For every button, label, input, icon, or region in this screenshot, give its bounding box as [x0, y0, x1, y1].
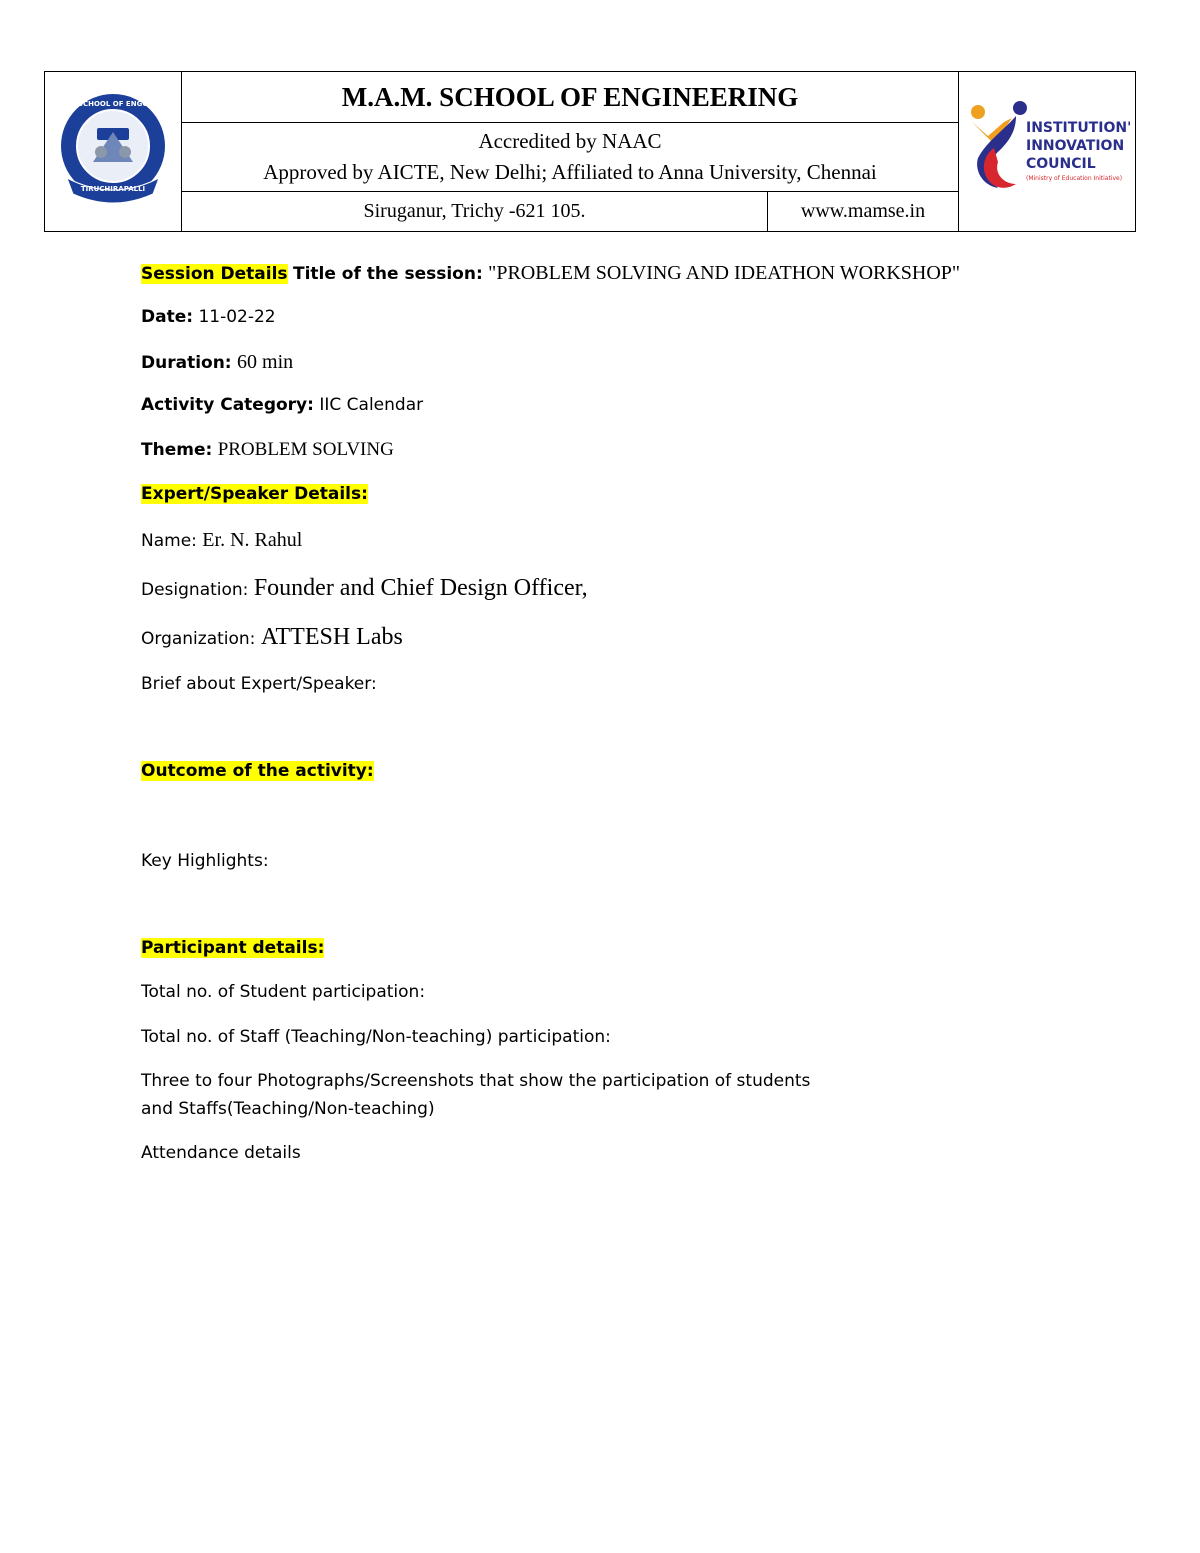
svg-text:INNOVATION: INNOVATION — [1026, 137, 1125, 154]
staff-participation-label: Total no. of Staff (Teaching/Non-teaching) participation: — [141, 1027, 611, 1047]
category-value: IIC Calendar — [319, 395, 424, 415]
photos-line-1 — [141, 1071, 810, 1091]
highlights-line — [141, 851, 269, 871]
photos-text-2: and Staffs(Teaching/Non-teaching) — [141, 1099, 435, 1119]
accreditation-block — [182, 123, 959, 192]
participant-details-heading: Participant details: — [141, 938, 325, 958]
date-label: Date: — [141, 307, 194, 327]
letterhead — [44, 71, 1136, 232]
svg-text:(Ministry of Education Initiat: (Ministry of Education Initiative) — [1026, 174, 1123, 182]
address-text: Siruganur, Trichy -621 105. — [363, 200, 586, 222]
organization-line — [141, 624, 403, 651]
expert-heading-line — [141, 484, 368, 504]
accreditation-text: Accredited by NAAC — [478, 129, 662, 153]
duration-value: 60 min — [237, 351, 294, 373]
session-title-label: Title of the session: — [292, 264, 483, 284]
theme-value: PROBLEM SOLVING — [217, 439, 394, 460]
svg-text:SCHOOL OF ENGG: SCHOOL OF ENGG — [77, 99, 149, 108]
theme-line — [141, 439, 394, 461]
svg-text:INSTITUTION'S: INSTITUTION'S — [1026, 119, 1130, 136]
name-line — [141, 529, 302, 552]
theme-label: Theme: — [141, 440, 213, 460]
photos-line-2 — [141, 1099, 435, 1119]
date-line — [141, 307, 276, 327]
designation-line — [141, 575, 588, 602]
organization-label: Organization: — [141, 629, 256, 649]
session-title-value: "PROBLEM SOLVING AND IDEATHON WORKSHOP" — [488, 262, 961, 284]
college-logo-cell — [45, 72, 182, 232]
category-label: Activity Category: — [141, 395, 314, 415]
expert-details-heading: Expert/Speaker Details: — [141, 484, 368, 504]
key-highlights-label: Key Highlights: — [141, 851, 269, 871]
session-title-line — [141, 262, 960, 285]
approval-text: Approved by AICTE, New Delhi; Affiliated to Anna University, Chennai — [263, 160, 877, 184]
organization-value: ATTESH Labs — [260, 624, 403, 650]
iic-logo-icon — [964, 100, 1130, 200]
attendance-line — [141, 1143, 301, 1163]
student-participation-label: Total no. of Student participation: — [141, 982, 426, 1002]
name-value: Er. N. Rahul — [202, 529, 303, 551]
date-value: 11-02-22 — [198, 307, 276, 327]
brief-label: Brief about Expert/Speaker: — [141, 674, 377, 694]
designation-value: Founder and Chief Design Officer, — [253, 575, 588, 601]
institution-name: M.A.M. SCHOOL OF ENGINEERING — [182, 72, 959, 123]
duration-line — [141, 351, 293, 374]
brief-line — [141, 674, 377, 694]
attendance-label: Attendance details — [141, 1143, 301, 1163]
svg-text:COUNCIL: COUNCIL — [1026, 155, 1096, 172]
photos-text-1: Three to four Photographs/Screenshots that show the participation of students — [141, 1071, 811, 1091]
duration-label: Duration: — [141, 353, 232, 373]
designation-label: Designation: — [141, 580, 249, 600]
students-line — [141, 982, 425, 1002]
outcome-heading: Outcome of the activity: — [141, 761, 374, 781]
staff-line — [141, 1027, 611, 1047]
participant-heading-line — [141, 938, 324, 958]
iic-logo-cell — [959, 72, 1136, 232]
outcome-heading-line — [141, 761, 374, 781]
college-logo-icon — [53, 90, 173, 210]
website-link[interactable]: www.mamse.in — [768, 192, 959, 231]
category-line — [141, 395, 423, 415]
name-label: Name: — [141, 531, 197, 551]
svg-text:TIRUCHIRAPALLI: TIRUCHIRAPALLI — [80, 184, 146, 193]
session-details-heading: Session Details — [141, 264, 288, 284]
address-row — [182, 192, 959, 232]
